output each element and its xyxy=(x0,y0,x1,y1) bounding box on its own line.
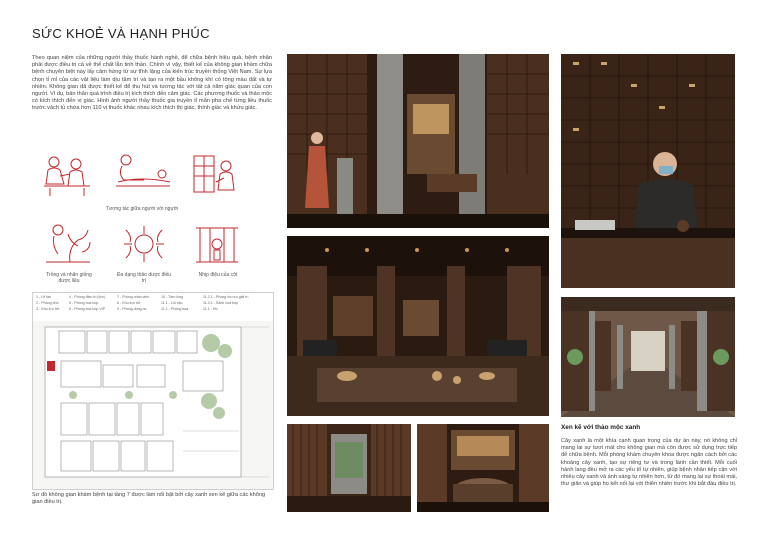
sketch-massage xyxy=(112,152,174,194)
sketch-plants xyxy=(42,222,94,266)
plan-drawing xyxy=(33,321,273,489)
section-title: Xen kẽ với thảo mộc xanh xyxy=(561,424,641,431)
legend-item: 11.1 - Hồ xyxy=(203,307,218,311)
photo-lounge xyxy=(287,236,549,416)
photo-wooden-corridor xyxy=(287,424,411,512)
sketch-herbalist xyxy=(190,152,244,200)
caption-interaction: Tương tác giữa người với người xyxy=(105,206,179,212)
plan-legend xyxy=(33,293,273,322)
legend-item: 8 - Khu lưu trữ xyxy=(117,301,141,305)
legend-item: 11.2.1 - Phòng lưu trú giải trí xyxy=(203,295,249,299)
intro-paragraph: Theo quan niệm của những người thầy thuốc hành nghề, để chữa bệnh hiệu quả, bệnh nhân phải được điều trị cả về thể chất lẫn tinh thần. Chính vì vậy, thiết kế của không gian khám chữa bệnh chuyên biệt này lấy cảm hứng từ sự tĩnh lặng của kiến trúc truyền thống Việt Nam. Sự lựa chọn tỉ mỉ của các vật liệu làm dịu tâm trí và tạo ra một bầu không khí có tông màu đất và tự nhiên. Không gian đã được thiết kế để thu hút và tương tác với tất cả năm giác quan của con người. Ví dụ, bản thân quá trình điều trị kích thích đến cảm giác. Các phương thuốc và thảo mộc có kích thích đến vị giác. Hình ảnh người thầy thuốc gia truyền tỉ mẩn pha chế từng liều thuốc trước vách tủ chứa hơn 110 vị thuốc khác nhau kích thích thị giác, thính giác và khứu giác. xyxy=(32,55,272,112)
photo-pharmacy-hall xyxy=(287,54,549,228)
floor-plan xyxy=(32,292,274,490)
sketch-columns xyxy=(192,222,242,266)
caption-herbs: Đa dạng thảo dược điều trị xyxy=(116,272,172,284)
legend-item: 11.1 - Phòng hoạ xyxy=(161,307,189,311)
legend-item: 1 - Lễ tân xyxy=(36,295,52,299)
caption-rhythm: Nhịp điệu của cột xyxy=(198,272,238,278)
legend-item: 11.3.1 - Sảnh xoa bóp xyxy=(203,301,239,305)
photo-corridor xyxy=(561,297,735,417)
legend-item: 6 - Phòng xoa bóp VIP xyxy=(69,307,106,311)
plan-caption: Sơ đồ không gian khám bệnh tại tầng 7 được làm nổi bật bởi cây xanh xen kẽ giữa các không gian điều trị. xyxy=(32,492,266,506)
section-paragraph: Cây xanh là một khía cạnh quan trọng của dự án này, nó không chỉ mang lại sự tươi mát cho không gian mà còn được sử dụng trực tiếp để chữa bệnh. Mỗi phòng khám chuyên khoa được ngăn cách bởi các khoảng cây xanh, tạo sự riêng tư và trong lành cần thiết. Mỗi cuối hành lang đều mở ra các yếu tố tự nhiên, giúp bệnh nhân tiếp cận với nhiều cây xanh và ánh sáng tự nhiên hơn, từ đó mang lại sự thoải mái, thư giãn và giúp họ kết nối lại với thiên nhiên trước khi bắt đầu điều trị. xyxy=(561,438,737,488)
legend-item: 7 - Phòng nhân viên xyxy=(117,295,150,299)
sketch-doctor-patient xyxy=(40,150,94,198)
photo-herbalist-counter xyxy=(561,54,735,288)
legend-item: 9 - Phòng dùng nc xyxy=(117,307,147,311)
page-title: SỨC KHOẺ VÀ HẠNH PHÚC xyxy=(32,26,210,41)
caption-plants: Trồng và nhân giống dược liệu xyxy=(46,272,92,284)
legend-item: 10 - Tầm lồng xyxy=(161,295,184,299)
legend-item: 5 - Phòng xoa bóp xyxy=(69,301,99,305)
legend-item: 3 - Khu lưu trữ xyxy=(36,307,60,311)
sketch-herbs xyxy=(118,222,170,266)
legend-item: 2 - Phòng chờ xyxy=(36,301,59,305)
legend-item: 11.1 - Lối vào xyxy=(161,301,183,305)
photo-reception-desk xyxy=(417,424,549,512)
legend-item: 4 - Phòng điều trị (lớn) xyxy=(69,295,105,299)
